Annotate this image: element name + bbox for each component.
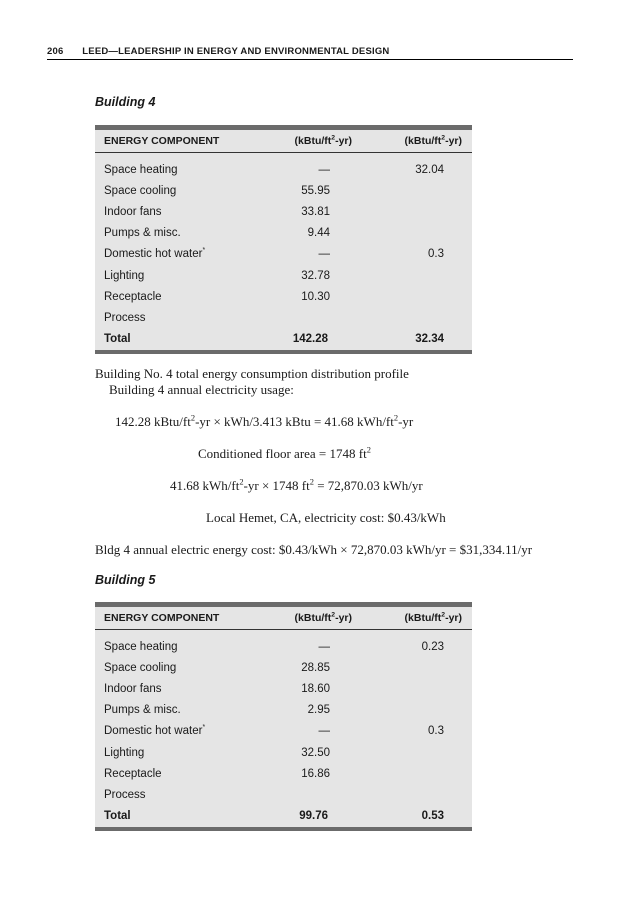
equation-2: Conditioned floor area = 1748 $ft^2$ [198, 444, 371, 461]
table-row [95, 159, 472, 180]
row-label: Indoor fans [104, 205, 162, 218]
row-label: Pumps & misc. [104, 227, 181, 240]
cell-value: 0.3 [428, 725, 444, 738]
table-row [95, 784, 472, 805]
row-label: Space cooling [104, 661, 177, 674]
running-title: LEED—LEADERSHIP IN ENERGY AND ENVIRONMENTAL DESIGN [82, 46, 390, 57]
cell-value: 0.23 [421, 640, 444, 653]
equation-1: 142.28 kBtu/$ft^2-yr \times kWh/3.413$ kBtu = 41.68 kWh/$ft^2-yr$ [115, 412, 414, 429]
table-row [95, 636, 472, 657]
cell-value: 2.95 [307, 704, 330, 717]
cell-value: 9.44 [307, 227, 330, 240]
cell-value: 32.04 [415, 163, 444, 176]
row-label: Domestic hot water* [104, 724, 206, 738]
row-label: Space cooling [104, 184, 177, 197]
table-row [95, 265, 472, 286]
table-header-row [95, 607, 472, 630]
row-label: Process [104, 788, 146, 801]
total-label: Total [104, 333, 131, 346]
building4-title: Building 4 [95, 95, 156, 109]
column-header: ENERGY COMPONENT [104, 135, 220, 147]
table-row [95, 742, 472, 763]
cell-value: — [318, 163, 330, 176]
cell-value: 0.3 [428, 248, 444, 261]
column-header: $(kBtu/ft^2-yr)$ [294, 134, 352, 147]
page-number: 206 [47, 46, 64, 57]
table-row [95, 657, 472, 678]
table-caption: Building No. 4 total energy consumption distribution profile [95, 366, 409, 381]
cell-value: 16.86 [301, 767, 330, 780]
row-label: Process [104, 311, 146, 324]
subcaption: Building 4 annual electricity usage: [109, 382, 294, 397]
table-row [95, 201, 472, 222]
row-label: Lighting [104, 269, 145, 282]
cell-value: 18.60 [301, 682, 330, 695]
cell-value: — [318, 725, 330, 738]
equation-4: Local Hemet, CA, electricity cost: $0.43/kWh [206, 510, 446, 525]
table-row [95, 180, 472, 201]
table-row [95, 763, 472, 784]
row-label: Indoor fans [104, 682, 162, 695]
column-header: $(kBtu/ft^2-yr)$ [294, 611, 352, 624]
table-row [95, 678, 472, 699]
total-value: 0.53 [421, 810, 444, 823]
cell-value: 32.78 [301, 269, 330, 282]
row-label: Receptacle [104, 290, 162, 303]
cell-value: — [318, 640, 330, 653]
table-row [95, 307, 472, 328]
table-total-row [95, 806, 472, 827]
row-label: Lighting [104, 746, 145, 759]
row-label: Space heating [104, 640, 178, 653]
table-row [95, 721, 472, 742]
building5-table [95, 602, 472, 831]
cell-value: 28.85 [301, 661, 330, 674]
row-label: Space heating [104, 163, 178, 176]
row-label: Receptacle [104, 767, 162, 780]
table-row [95, 244, 472, 265]
running-header [47, 46, 573, 60]
cell-value: 55.95 [301, 184, 330, 197]
table-row [95, 286, 472, 307]
table-header-row [95, 130, 472, 153]
total-value: 32.34 [415, 333, 444, 346]
column-header: $(kBtu/ft^2-yr)$ [404, 134, 462, 147]
equation-3: 41.68 kWh/$ft^2-yr \times 1748$ $ft^2 = 72,870.03$ kWh/yr [170, 476, 423, 493]
cell-value: 32.50 [301, 746, 330, 759]
cell-value: 33.81 [301, 205, 330, 218]
row-label: Pumps & misc. [104, 704, 181, 717]
cell-value: 10.30 [301, 290, 330, 303]
total-value: 99.76 [299, 810, 328, 823]
column-header: ENERGY COMPONENT [104, 612, 220, 624]
total-label: Total [104, 810, 131, 823]
cell-value: — [318, 248, 330, 261]
table-total-row [95, 329, 472, 350]
column-header: $(kBtu/ft^2-yr)$ [404, 611, 462, 624]
building5-title: Building 5 [95, 573, 156, 587]
table-row [95, 223, 472, 244]
building4-table [95, 125, 472, 354]
equation-5: Bldg 4 annual electric energy cost: $0.43/kWh × 72,870.03 kWh/yr = $31,334.11/yr [95, 542, 533, 557]
row-label: Domestic hot water* [104, 247, 206, 261]
total-value: 142.28 [292, 333, 328, 346]
table-row [95, 700, 472, 721]
